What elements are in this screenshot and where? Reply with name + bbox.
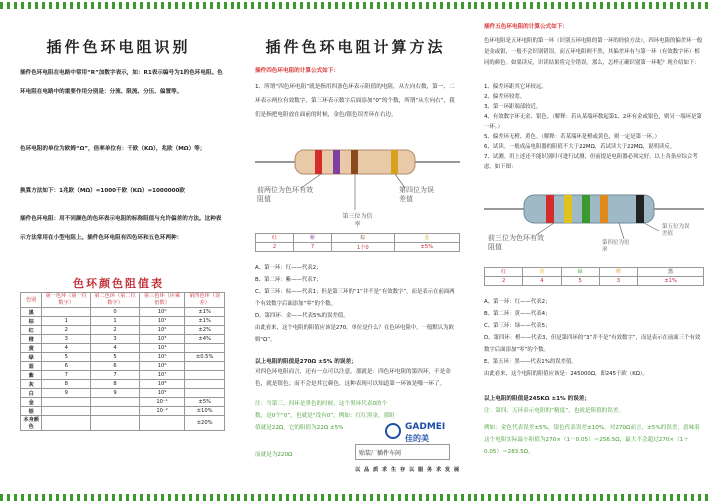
table-row xyxy=(21,335,225,344)
table-row xyxy=(21,407,225,416)
list-item: 由此看来，这个电阻的阻值应该是270，单位是什么？在色环电阻中，一般默认为欧姆“Ω”。 xyxy=(255,325,454,343)
table-cell: 2 xyxy=(42,326,91,335)
list-item: C、第三环：棕——代表1；但是第三环的“1”并不是“有效数字”，而是表示在前面两个有效数字后面添加“零”的个数。 xyxy=(255,289,455,307)
band-color-name: 红 xyxy=(256,234,294,243)
table-row xyxy=(21,362,225,371)
table-row xyxy=(21,353,225,362)
resistor-band xyxy=(351,150,358,174)
table-cell: 7 xyxy=(91,371,140,380)
list-item: A、第一环：红——代表2； xyxy=(255,265,322,271)
header-fourth-band: 第四色环（误差） xyxy=(185,293,225,308)
table-row xyxy=(21,344,225,353)
band-color-name: 金 xyxy=(394,234,459,243)
header-third-band: 第三色环（应乘倍数） xyxy=(139,293,184,308)
header-color: 色别 xyxy=(21,293,42,308)
five-band-note: 注：第四、五环表示电阻的“精度”，也就是阻值的误差。 xyxy=(484,408,625,414)
band-value: 3 xyxy=(599,277,637,286)
five-band-rules xyxy=(484,82,704,172)
header-first-band: 第一色环（第一位数字） xyxy=(42,293,91,308)
four-band-value-table xyxy=(255,233,460,252)
decorative-border-top xyxy=(474,2,711,9)
table-cell xyxy=(91,416,140,431)
intro-paragraph: 插件色环电阻在电路中常用“R”加数字表示，如：R1表示编号为1的色环电阻。色环电阻在电路中的重要作用分别是：分流、限流、分压、偏置等。 xyxy=(20,70,223,95)
table-cell: 4 xyxy=(42,344,91,353)
four-band-result: 以上电阻的阻值是270Ω ±5% 的误差； xyxy=(255,359,357,365)
workshop-sticker: 贴装厂插件车间 xyxy=(355,444,450,460)
band-value: 5 xyxy=(561,277,599,286)
band-color-name: 棕 xyxy=(331,234,394,243)
table-cell xyxy=(185,371,225,380)
table-cell xyxy=(185,344,225,353)
table-cell: 5 xyxy=(42,353,91,362)
decorative-border-bottom xyxy=(0,494,237,501)
table-cell: 5 xyxy=(91,353,140,362)
list-item: 7、试测。用上述还不能识别时可进行试测，但前提是电阻器必须完好。以上各条应综合考虑。如下图： xyxy=(484,154,698,170)
table-cell: ±10% xyxy=(185,407,225,416)
table-cell: 10¹ xyxy=(139,317,184,326)
resistor-band xyxy=(636,195,644,223)
table-cell: 3 xyxy=(42,335,91,344)
list-item: 2、偏差环较宽。 xyxy=(484,94,526,100)
decorative-border-bottom xyxy=(474,494,711,501)
table-cell: ±0.5% xyxy=(185,353,225,362)
table-cell: 10⁶ xyxy=(139,362,184,371)
table-row xyxy=(21,308,225,317)
table-cell: 1 xyxy=(42,317,91,326)
label-first-three-bands: 前三位为色环有效阻值 xyxy=(488,234,544,251)
table-cell xyxy=(42,398,91,407)
table-cell xyxy=(185,380,225,389)
table-cell: 8 xyxy=(91,380,140,389)
table-cell: 10⁻¹ xyxy=(139,398,184,407)
list-item: A、第一环：红——代表2； xyxy=(484,299,551,305)
four-band-steps xyxy=(255,262,460,346)
five-band-intro: 色环电阻是五环电阻的第一环（识别五环电阻的第一环的经验方法），四环电阻的偏差环一般是金或银，一般不会识别错误，而五环电阻则不然，其偏差环有与第一环（有效数字环）相同的颜色。如果读反，识读结果将完全错误。那么，怎样正确识别第一环呢？现介绍如下： xyxy=(484,38,703,66)
band-value: 1个0 xyxy=(331,243,394,252)
table-cell: 白 xyxy=(21,389,42,398)
table-cell: 7 xyxy=(42,371,91,380)
resistor-band xyxy=(546,195,554,223)
brand-block xyxy=(385,420,467,444)
table-cell: ±2% xyxy=(185,326,225,335)
table-cell: 10⁵ xyxy=(139,353,184,362)
table-cell: 1 xyxy=(91,317,140,326)
table-cell: 10⁴ xyxy=(139,344,184,353)
list-item: 4、有效数字环无金、银色。（解释：若从某端环数起第1、2环有金或银色，则另一端环是第一环。） xyxy=(484,114,702,130)
table-cell: 红 xyxy=(21,326,42,335)
band-color-name: 红 xyxy=(485,268,523,277)
table-cell: 9 xyxy=(42,389,91,398)
table-cell: 6 xyxy=(42,362,91,371)
list-item: 1、偏差环距其它环较远。 xyxy=(484,84,547,90)
table-cell xyxy=(185,362,225,371)
panel-four-band-calculation xyxy=(237,0,474,503)
table-cell: 10⁰ xyxy=(139,308,184,317)
resistor-band xyxy=(582,195,590,223)
resistor-band xyxy=(391,150,398,174)
table-cell: 蓝 xyxy=(21,362,42,371)
four-band-note-value: 而就是为220Ω xyxy=(255,452,293,458)
table-cell: ±20% xyxy=(185,416,225,431)
band-value: 2 xyxy=(485,277,523,286)
color-ring-paragraph: 插件色环电阻：用不同颜色的色环表示电阻的标称阻值与允许偏差的方法。这种表示方法常用在小型电阻上。插件色环电阻有四色环和五色环两种： xyxy=(20,216,222,241)
band-color-name: 紫 xyxy=(293,234,331,243)
decorative-border-bottom xyxy=(237,494,474,501)
five-band-subtitle: 插件五色环电阻的计算公式如下： xyxy=(484,24,568,30)
table-row xyxy=(21,326,225,335)
band-color-name: 黄 xyxy=(523,268,561,277)
table-cell: 黑 xyxy=(21,308,42,317)
color-value-table xyxy=(20,292,225,431)
four-band-note: 对四色环电阻而言，还有一点可以注意，那就是：四色环电阻的第四环，不是金色，就是银色；而不会是其它颜色。这种表现可以知道第一环该是哪一环了。 xyxy=(255,369,451,387)
label-third-band: 第三位为倍率 xyxy=(342,213,373,228)
list-item: 由此看来，这个电阻的阻值应该是：245000Ω，即245千欧（KΩ）。 xyxy=(484,371,648,377)
list-item: E、第五环：黑——代表1%的误差值。 xyxy=(484,359,577,365)
table-cell xyxy=(139,416,184,431)
decorative-border-top xyxy=(237,2,474,9)
table-cell xyxy=(42,416,91,431)
list-item: 3、第一环距端部较近。 xyxy=(484,104,542,110)
table-cell: 本身颜色 xyxy=(21,416,42,431)
table-cell: 8 xyxy=(42,380,91,389)
list-item: B、第二环：黄——代表4； xyxy=(484,311,551,317)
table-cell: 灰 xyxy=(21,380,42,389)
table-cell: 10⁹ xyxy=(139,389,184,398)
conversion-paragraph: 换算方法如下：1兆欧（MΩ）=1000千欧（KΩ）=1000000欧 xyxy=(20,188,185,194)
five-band-steps xyxy=(484,296,704,380)
table-cell: 10³ xyxy=(139,335,184,344)
table-cell: 4 xyxy=(91,344,140,353)
list-item: D、第四环：金——代表5%的误差值。 xyxy=(255,313,349,319)
table-cell: 银 xyxy=(21,407,42,416)
five-band-result: 以上电阻的阻值是245KΩ ±1% 的误差； xyxy=(484,396,590,402)
resistor-band xyxy=(564,195,572,223)
list-item: D、第四环：橙——代表3，但是第四环的“3”并不是“有效数字”，而是表示在前面三个有效数字后面添加“零”的个数。 xyxy=(484,335,701,353)
panel-resistor-identification xyxy=(0,0,237,503)
table-cell: 棕 xyxy=(21,317,42,326)
five-band-value-table xyxy=(484,267,704,286)
band-color-name: 黑 xyxy=(638,268,704,277)
table-cell: 10⁷ xyxy=(139,371,184,380)
table-cell: 10² xyxy=(139,326,184,335)
four-band-intro: 1、所谓“四色环电阻”就是指用四条色环表示阻值的电阻，从左向右数，第一、二环表示两位有效数字，第三环表示数字后面添加“0”的个数，所谓“从左向右”，我们是指把电阻放在面前的时候，金色/银色误差环在右边。 xyxy=(255,84,455,118)
panel-title: 插件色环电阻识别 xyxy=(46,38,191,56)
table-row xyxy=(21,389,225,398)
table-cell: 10⁻² xyxy=(139,407,184,416)
four-band-subtitle: 插件四色环电阻的计算公式如下： xyxy=(255,68,339,74)
four-band-note-black: 注：当第三、四环是黑色的时候，这个黑环代表0的个数，是0个“0”，也就是“没有0”。例如：红红黑金，那阻值就是22Ω，它的阻值为22Ω ±5% xyxy=(255,401,395,431)
table-cell: 紫 xyxy=(21,371,42,380)
band-value: 7 xyxy=(293,243,331,252)
table-cell: 0 xyxy=(91,308,140,317)
resistor-band xyxy=(315,150,322,174)
color-table-title: 色环颜色阻值表 xyxy=(73,277,164,290)
band-value: ±1% xyxy=(638,277,704,286)
band-value: 4 xyxy=(523,277,561,286)
table-cell: 绿 xyxy=(21,353,42,362)
table-cell xyxy=(91,407,140,416)
resistor-band xyxy=(333,150,340,174)
five-band-example: 例如：金色代表误差±5%，银色代表误差±10%。对270Ω而言，±5%的误差，意味着这个电阻实际最小阻值为270×（1－0.05）＝256.5Ω，最大不会超过270×（1＋0.05）＝283.5Ω。 xyxy=(484,425,700,455)
table-row xyxy=(21,371,225,380)
table-row xyxy=(21,398,225,407)
table-cell: ±1% xyxy=(185,308,225,317)
label-fourth-band: 第四位为误差值 xyxy=(399,186,434,203)
header-second-band: 第二色环（第二位数字） xyxy=(91,293,140,308)
table-cell xyxy=(42,308,91,317)
brand-chinese-name: 佳的美 xyxy=(405,434,429,443)
table-row xyxy=(21,317,225,326)
table-cell: 6 xyxy=(91,362,140,371)
unit-paragraph: 色环电阻的单位为欧姆“Ω”，倍率单位有：千欧（KΩ），兆欧（MΩ）等； xyxy=(20,146,206,152)
list-item: 6、试读。一般成品电阻器的阻值不大于22MΩ，若试读大于22MΩ，说明读反。 xyxy=(484,144,676,150)
label-first-two-bands: 前两位为色环有效阻值 xyxy=(257,186,313,203)
table-cell: 3 xyxy=(91,335,140,344)
list-item: B、第二环：紫——代表7； xyxy=(255,277,322,283)
table-row xyxy=(21,380,225,389)
table-row xyxy=(21,416,225,431)
brand-logo-icon xyxy=(385,423,401,439)
table-cell xyxy=(185,389,225,398)
resistor-band xyxy=(600,195,608,223)
table-cell: 9 xyxy=(91,389,140,398)
table-cell: ±5% xyxy=(185,398,225,407)
brand-logo-text: GADMEI xyxy=(405,422,446,432)
table-cell: 2 xyxy=(91,326,140,335)
table-header-row xyxy=(21,293,225,308)
table-cell xyxy=(91,398,140,407)
decorative-border-top xyxy=(0,2,237,9)
table-cell: ±1% xyxy=(185,317,225,326)
band-value: 2 xyxy=(256,243,294,252)
label-fifth-band: 第五位为误差值 xyxy=(662,224,690,237)
list-item: C、第三环：绿——代表5； xyxy=(484,323,551,329)
panel-title: 插件色环电阻计算方法 xyxy=(265,38,446,56)
panel-five-band-calculation xyxy=(474,0,711,503)
table-cell: 10⁸ xyxy=(139,380,184,389)
band-color-name: 绿 xyxy=(561,268,599,277)
table-cell: ±4% xyxy=(185,335,225,344)
company-slogan: 以 品 质 求 生 存 以 服 务 求 发 展 xyxy=(355,467,461,473)
band-color-name: 橙 xyxy=(599,268,637,277)
table-cell: 橙 xyxy=(21,335,42,344)
table-cell: 金 xyxy=(21,398,42,407)
table-cell: 黄 xyxy=(21,344,42,353)
table-cell xyxy=(42,407,91,416)
list-item: 5、偏差环无橙、黄色。（解释：若某端环是橙或黄色，则一定是第一环。） xyxy=(484,134,660,140)
label-fourth-band: 第四位为倍率 xyxy=(602,240,630,253)
band-value: ±5% xyxy=(394,243,459,252)
